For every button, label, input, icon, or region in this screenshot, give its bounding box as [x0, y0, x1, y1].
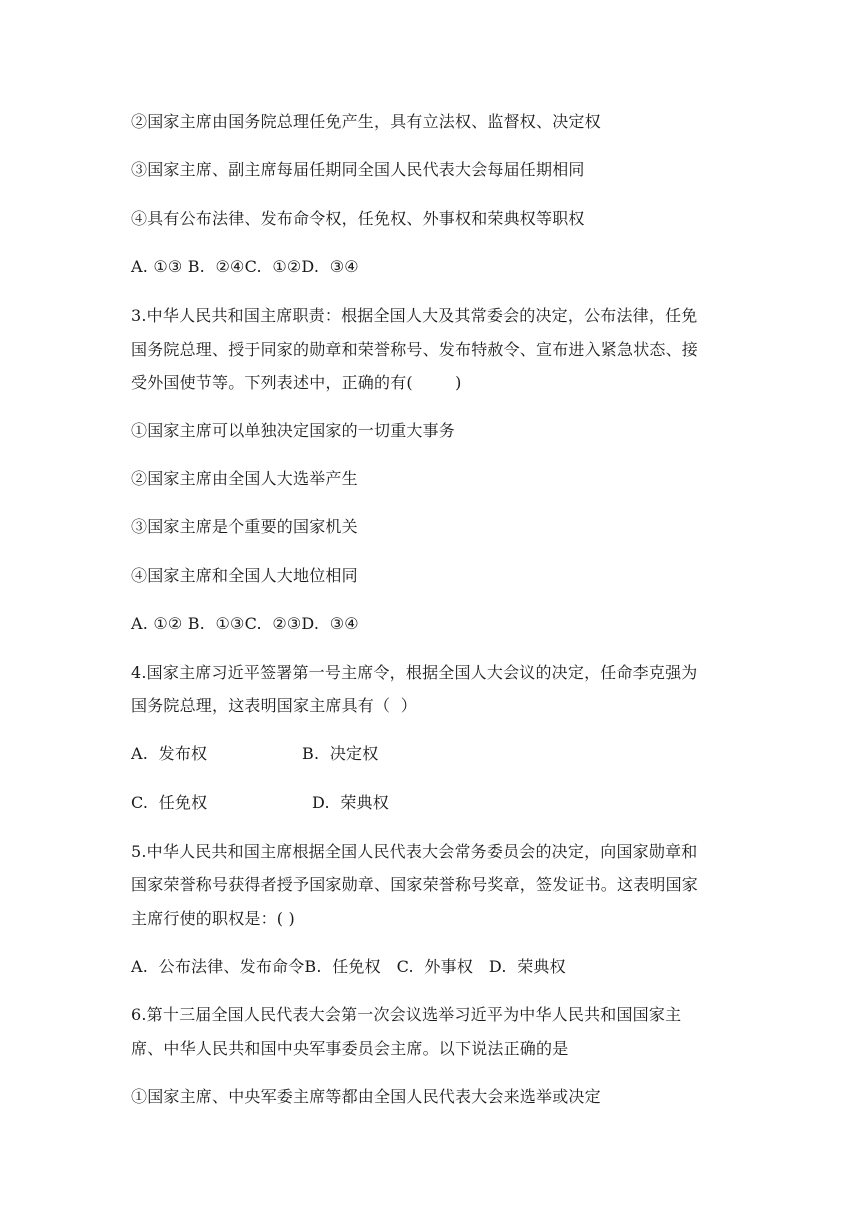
q3-option-4: ④国家主席和全国人大地位相同	[131, 566, 358, 585]
q3-option-1: ①国家主席可以单独决定国家的一切重大事务	[131, 421, 456, 440]
q3-stem-line-1: 3.中华人民共和国主席职责：根据全国人大及其常委会的决定，公布法律，任免	[131, 306, 698, 325]
q3-stem-line-3: 受外国使节等。下列表述中，正确的有( )	[131, 373, 462, 392]
q6-stem-line-1: 6.第十三届全国人民代表大会第一次会议选举习近平为中华人民共和国国家主	[131, 1005, 682, 1024]
q4-choice-a: A. 发布权	[131, 744, 208, 763]
q4-stem-line-2: 国务院总理，这表明国家主席具有（ ）	[131, 696, 417, 715]
q5-stem-line-3: 主席行使的职权是：( )	[131, 909, 295, 928]
q3-stem-line-2: 国务院总理、授于同家的勋章和荣誉称号、发布特赦令、宣布进入紧急状态、接	[131, 340, 699, 359]
q5-stem-line-1: 5.中华人民共和国主席根据全国人民代表大会常务委员会的决定，向国家勋章和	[131, 842, 698, 861]
q2-option-4: ④具有公布法律、发布命令权，任免权、外事权和荣典权等职权	[131, 209, 585, 228]
q6-option-1: ①国家主席、中央军委主席等都由全国人民代表大会来选举或决定	[131, 1087, 601, 1106]
q2-option-2: ②国家主席由国务院总理任免产生，具有立法权、监督权、决定权	[131, 112, 601, 131]
q4-stem-line-1: 4.国家主席习近平签署第一号主席令，根据全国人大会议的决定，任命李克强为	[131, 663, 698, 682]
q4-choice-c: C. 任免权	[131, 793, 208, 812]
q3-option-3: ③国家主席是个重要的国家机关	[131, 517, 358, 536]
q4-choice-d: D. 荣典权	[312, 793, 389, 812]
q2-answer-choices: A. ①③ B. ②④C. ①②D. ③④	[131, 257, 359, 276]
q6-stem-line-2: 席、中华人民共和国中央军事委员会主席。以下说法正确的是	[131, 1039, 569, 1058]
q5-answer-choices: A. 公布法律、发布命令B. 任免权 C. 外事权 D. 荣典权	[131, 957, 566, 976]
q5-stem-line-2: 国家荣誉称号获得者授予国家勋章、国家荣誉称号奖章，签发证书。这表明国家	[131, 875, 699, 894]
q3-answer-choices: A. ①② B. ①③C. ②③D. ③④	[131, 614, 359, 633]
q4-choice-b: B. 决定权	[302, 744, 379, 763]
q3-option-2: ②国家主席由全国人大选举产生	[131, 469, 358, 488]
q2-option-3: ③国家主席、副主席每届任期同全国人民代表大会每届任期相同	[131, 160, 585, 179]
